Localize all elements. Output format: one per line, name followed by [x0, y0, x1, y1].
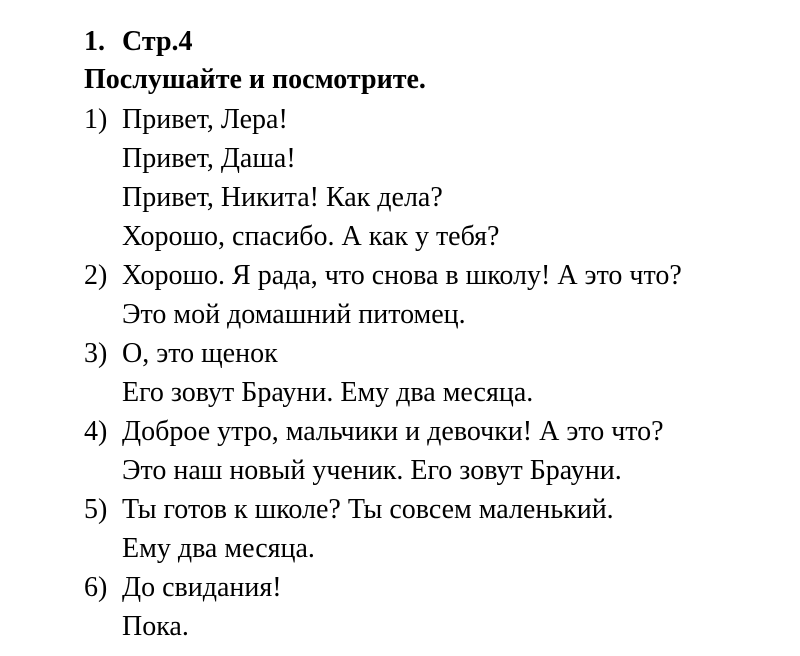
- item-number: 5): [84, 494, 108, 525]
- dialogue-line: Привет, Никита! Как дела?: [122, 182, 443, 213]
- item-number: 3): [84, 338, 108, 369]
- item-number: 1): [84, 104, 108, 135]
- dialogue-line: Доброе утро, мальчики и девочки! А это что?: [122, 416, 664, 447]
- dialogue-line: Это наш новый ученик. Его зовут Брауни.: [122, 455, 622, 486]
- dialogue-line: Ты готов к школе? Ты совсем маленький.: [122, 494, 614, 525]
- dialogue-line: О, это щенок: [122, 338, 278, 369]
- dialogue-line: Хорошо. Я рада, что снова в школу! А это что?: [122, 260, 682, 291]
- dialogue-line: Его зовут Брауни. Ему два месяца.: [122, 377, 534, 408]
- page-reference: Стр.4: [122, 26, 193, 57]
- dialogue-line: Привет, Лера!: [122, 104, 288, 135]
- dialogue-line: Это мой домашний питомец.: [122, 299, 466, 330]
- exercise-number: 1.: [84, 26, 105, 57]
- instruction-heading: Послушайте и посмотрите.: [84, 64, 426, 95]
- dialogue-line: Пока.: [122, 611, 189, 642]
- dialogue-line: Ему два месяца.: [122, 533, 315, 564]
- exercise-heading: [84, 28, 193, 56]
- dialogue-line: До свидания!: [122, 572, 282, 603]
- dialogue-line: Привет, Даша!: [122, 143, 296, 174]
- dialogue-line: Хорошо, спасибо. А как у тебя?: [122, 221, 500, 252]
- item-number: 6): [84, 572, 108, 603]
- item-number: 2): [84, 260, 108, 291]
- item-number: 4): [84, 416, 108, 447]
